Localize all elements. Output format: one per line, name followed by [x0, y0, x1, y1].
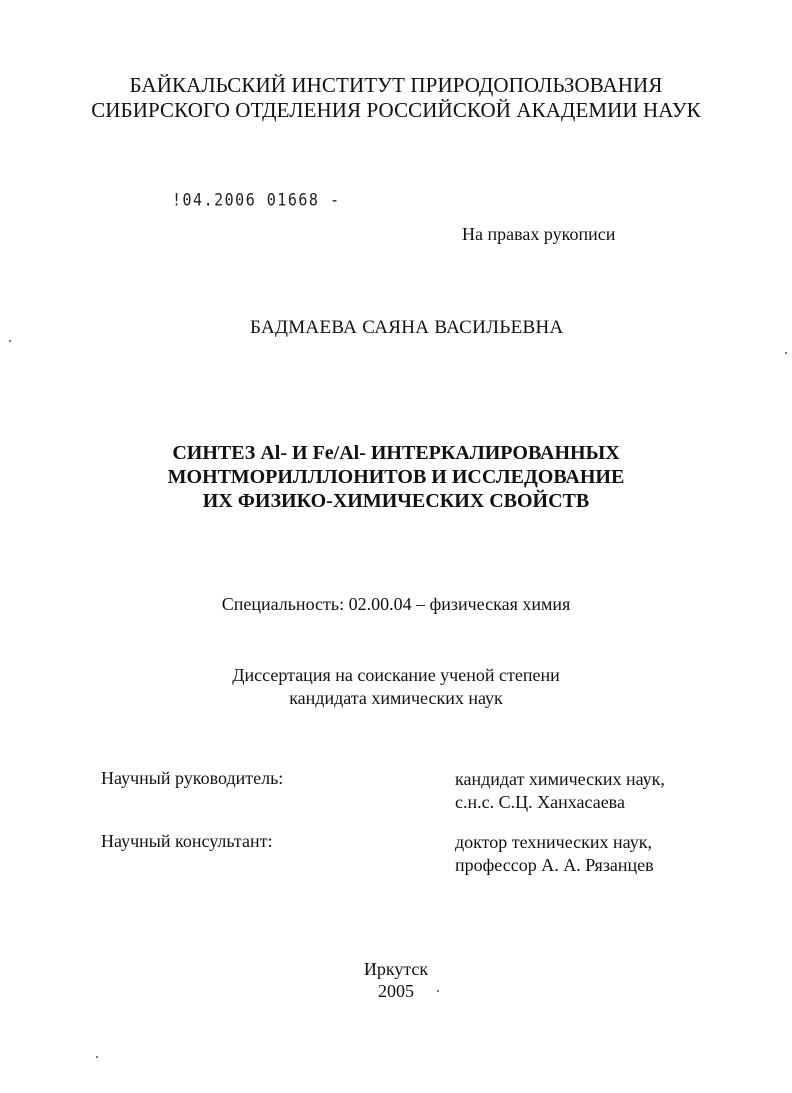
specialty: Специальность: 02.00.04 – физическая химия	[221, 594, 571, 614]
consultant-label: Научный консультант:	[101, 831, 273, 851]
scan-speck	[785, 352, 787, 354]
place-and-year	[0, 958, 792, 1002]
scan-speck	[437, 990, 439, 992]
consultant-details	[455, 831, 654, 877]
consultant-line-1: доктор технических наук,	[455, 832, 652, 852]
institute-line-2: СИБИРСКОГО ОТДЕЛЕНИЯ РОССИЙСКОЙ АКАДЕМИИ НАУК	[91, 98, 701, 122]
title-line-3: ИХ ФИЗИКО-ХИМИЧЕСКИХ СВОЙСТВ	[202, 490, 590, 512]
supervisor-label: Научный руководитель:	[101, 768, 284, 788]
dissertation-title	[0, 441, 792, 513]
rights-note: На правах рукописи	[462, 224, 616, 244]
institute-heading	[0, 73, 792, 123]
degree-line-2: кандидата химических наук	[289, 688, 503, 708]
supervisor-line-1: кандидат химических наук,	[455, 769, 665, 789]
author-name: БАДМАЕВА САЯНА ВАСИЛЬЕВНА	[250, 317, 564, 338]
degree-statement	[0, 664, 792, 710]
supervisor-line-2: с.н.с. С.Ц. Ханхасаева	[455, 792, 625, 812]
institute-line-1: БАЙКАЛЬСКИЙ ИНСТИТУТ ПРИРОДОПОЛЬЗОВАНИЯ	[129, 73, 663, 97]
scan-speck	[96, 1056, 98, 1058]
archive-stamp-number: !04.2006 01668 -	[172, 189, 341, 211]
consultant-line-2: профессор А. А. Рязанцев	[455, 855, 654, 875]
title-line-1: СИНТЕЗ Al- И Fe/Al- ИНТЕРКАЛИРОВАННЫХ	[172, 442, 620, 464]
scan-speck	[9, 340, 11, 342]
degree-line-1: Диссертация на соискание ученой степени	[232, 665, 560, 685]
title-line-2: МОНТМОРИЛЛЛОНИТОВ И ИССЛЕДОВАНИЕ	[167, 466, 625, 488]
city: Иркутск	[363, 959, 429, 979]
year: 2005	[378, 981, 414, 1001]
supervisor-details	[455, 768, 665, 814]
